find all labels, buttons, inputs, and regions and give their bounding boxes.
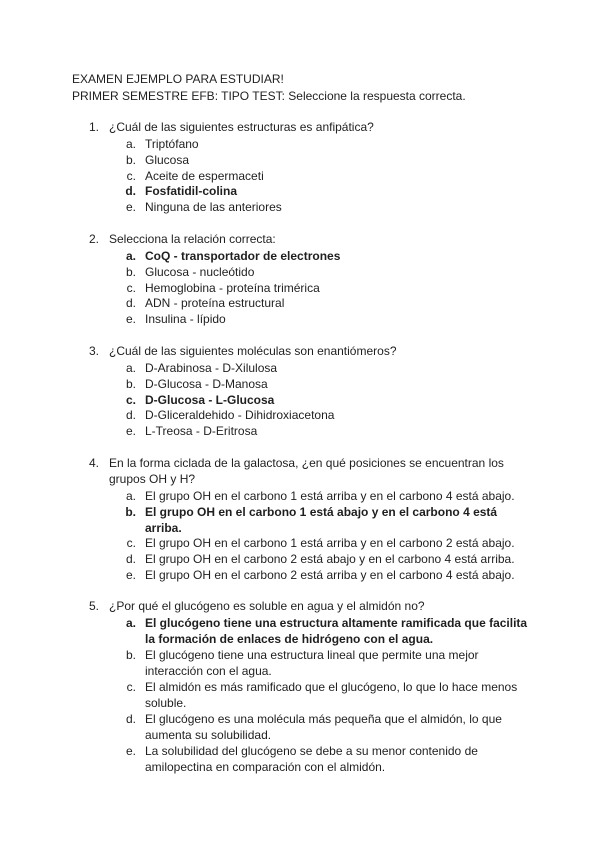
option-letter: e. [125,200,136,215]
option-letter: a. [125,361,136,375]
question-text: Selecciona la relación correcta: [109,232,276,246]
option-letter: c. [126,168,136,183]
answer-options [109,137,528,216]
option-text: La solubilidad del glucógeno se debe a su menor contenido de amilopectina en comparación con el almidón. [145,744,478,774]
option-text: Insulina - lípido [145,312,226,327]
option-text: El grupo OH en el carbono 1 está abajo y en el carbono 4 está arriba. [145,504,498,535]
answer-option [109,169,528,185]
answer-options [109,249,528,328]
question-number: 5. [88,599,99,613]
question-row [72,343,528,359]
option-text: Fosfatidil-colina [145,184,238,199]
option-letter: d. [125,712,136,726]
answer-options [109,489,528,584]
answer-option-correct [109,249,528,265]
option-text: Glucosa [145,152,190,167]
question-row [72,598,528,614]
question-row [72,119,528,135]
option-letter: e. [125,744,136,758]
option-text: L-Treosa - D-Eritrosa [145,424,258,439]
answer-option-correct [109,505,528,537]
question-block [72,598,528,775]
answer-option [109,552,528,568]
header-title: EXAMEN EJEMPLO PARA ESTUDIAR! [72,72,284,86]
option-letter: c. [125,392,136,407]
option-text: El almidón es más ramificado que el glucógeno, lo que lo hace menos soluble. [145,680,518,710]
option-text: ADN - proteína estructural [145,296,285,311]
option-text: El glucógeno es una molécula más pequeña que el almidón, lo que aumenta su solubilidad. [145,712,502,742]
answer-option [109,361,528,377]
option-text: El glucógeno tiene una estructura altamente ramificada que facilita la formación de enlaces de hidrógeno con el agua. [145,616,528,646]
question-number: 1. [88,120,99,134]
question-row [72,231,528,247]
exam-header [72,71,466,105]
option-text: Hemoglobina - proteína trimérica [145,280,320,295]
option-text: El grupo OH en el carbono 2 está arriba y en el carbono 4 está abajo. [145,567,515,582]
option-text: Glucosa - nucleótido [145,264,255,279]
question-text: En la forma ciclada de la galactosa, ¿en qué posiciones se encuentran los grupos OH y H? [109,456,504,486]
answer-option [109,137,528,153]
question-number: 3. [88,344,99,358]
option-letter: c. [126,536,136,551]
answer-option [109,648,528,679]
option-text: El grupo OH en el carbono 1 está arriba y en el carbono 2 está abajo. [145,536,515,551]
option-letter: b. [125,504,136,519]
question-number: 2. [88,232,99,246]
option-letter: c. [126,680,136,694]
option-letter: e. [125,312,136,327]
option-letter: d. [125,296,136,311]
option-text: El glucógeno tiene una estructura lineal que permite una mejor interacción con el agua. [145,648,479,678]
option-letter: a. [125,249,136,263]
answer-option [109,744,528,775]
option-letter: b. [125,376,136,391]
option-letter: e. [125,424,136,439]
question-number: 4. [88,456,99,470]
option-letter: d. [125,408,136,423]
option-text: D-Gliceraldehido - Dihidroxiacetona [145,408,335,423]
option-text: D-Arabinosa - D-Xilulosa [145,361,278,375]
option-text: El grupo OH en el carbono 1 está arriba y en el carbono 4 está abajo. [145,489,515,503]
option-letter: a. [125,137,136,151]
option-letter: c. [126,280,136,295]
option-letter: a. [125,489,136,503]
question-text: ¿Cuál de las siguientes estructuras es anfipática? [109,120,374,134]
answer-option [109,489,528,505]
answer-option [109,408,528,424]
header-subtitle: PRIMER SEMESTRE EFB: TIPO TEST: Seleccione la respuesta correcta. [72,89,466,103]
answer-option [109,200,528,216]
option-letter: d. [125,552,136,567]
answer-option [109,265,528,281]
question-text: ¿Cuál de las siguientes moléculas son enantiómeros? [109,344,397,358]
option-letter: b. [125,648,136,662]
question-block [72,455,528,584]
answer-option [109,377,528,393]
option-letter: b. [125,152,136,167]
answer-option [109,312,528,328]
answer-option [109,568,528,584]
answer-option-correct [109,184,528,200]
answer-option [109,536,528,552]
question-text: ¿Por qué el glucógeno es soluble en agua y el almidón no? [109,599,425,613]
option-letter: a. [125,616,136,630]
option-text: Ninguna de las anteriores [145,200,282,215]
option-letter: d. [125,184,136,199]
question-block [72,119,528,216]
answer-option [109,281,528,297]
question-block [72,231,528,328]
answer-option [109,712,528,743]
answer-option [109,424,528,440]
answer-option [109,680,528,711]
answer-options [109,616,528,775]
option-text: Triptófano [145,137,199,151]
question-block [72,343,528,440]
answer-option-correct [109,616,528,647]
option-text: Aceite de espermaceti [145,168,264,183]
answer-option [109,153,528,169]
answer-options [109,361,528,440]
option-text: CoQ - transportador de electrones [145,249,341,263]
option-letter: b. [125,264,136,279]
question-row [72,455,528,487]
answer-option-correct [109,393,528,409]
option-letter: e. [125,567,136,582]
option-text: El grupo OH en el carbono 2 está abajo y en el carbono 4 está arriba. [145,552,515,567]
answer-option [109,296,528,312]
option-text: D-Glucosa - L-Glucosa [145,392,275,407]
option-text: D-Glucosa - D-Manosa [145,376,268,391]
